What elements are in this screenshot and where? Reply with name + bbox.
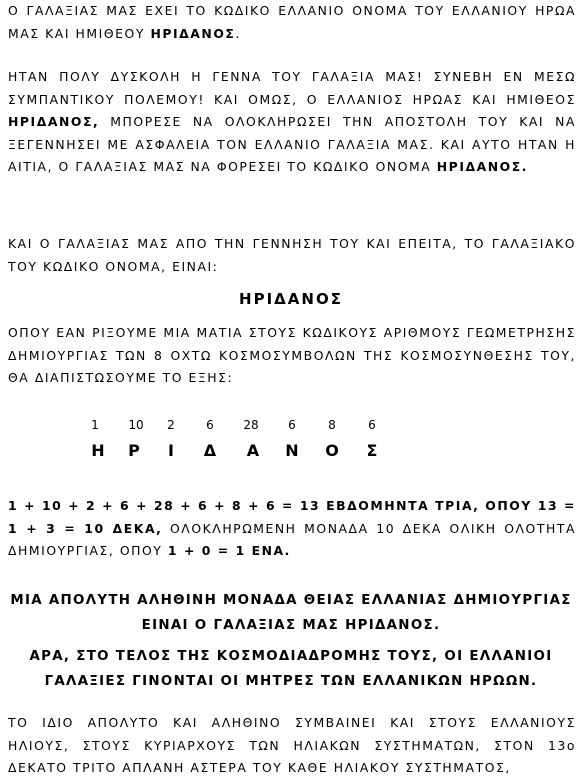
number-8: 6 — [368, 418, 376, 432]
statement-unit: ΜΙΑ ΑΠΟΛΥΤΗ ΑΛΗΘΙΝΗ ΜΟΝΑΔΑ ΘΕΙΑΣ ΕΛΛΑΝΙΑΣ ΔΗΜΙΟΥΡΓΙΑΣ ΕΙΝΑΙ Ο ΓΑΛΑΞΙΑΣ ΜΑΣ ΗΡΙΔΑΝΟΣ. — [10, 593, 572, 633]
letter-4: Δ — [203, 441, 217, 460]
paragraph-suns-text: ΤΟ ΙΔΙΟ ΑΠΟΛΥΤΟ ΚΑΙ ΑΛΗΘΙΝΟ ΣΥΜΒΑΙΝΕΙ ΚΑΙ ΣΤΟΥΣ ΕΛΛΑΝΙΟΥΣ ΗΛΙΟΥΣ, ΣΤΟΥΣ ΚΥΡΙΑΡΧΟΥΣ ΤΩΝ ΗΛΙΑΚΩΝ ΣΥΣΤΗΜΑΤΩΝ, ΣΤΟΝ 13ο ΔΕΚΑΤΟ ΤΡΙΤΟ ΑΠΛΑΝΗ ΑΣΤΕΡΑ ΤΟΥ ΚΑΘΕ ΗΛΙΑΚΟΥ ΣΥΣΤΗΜΑΤΟΣ, — [8, 715, 576, 775]
number-7: 8 — [328, 418, 336, 432]
letter-row — [0, 441, 582, 461]
code-name-heading: ΗΡΙΔΑΝΟΣ — [239, 290, 343, 308]
letter-5: Α — [246, 441, 260, 460]
paragraph-numbers-text: ΟΠΟΥ ΕΑΝ ΡΙΞΟΥΜΕ ΜΙΑ ΜΑΤΙΑ ΣΤΟΥΣ ΚΩΔΙΚΟΥΣ ΑΡΙΘΜΟΥΣ ΓΕΩΜΕΤΡΗΣΗΣ ΔΗΜΙΟΥΡΓΙΑΣ ΤΩΝ 8 ΟΧΤΩ ΚΟΣΜΟΣΥΜΒΟΛΩΝ ΤΗΣ ΚΟΣΜΟΣΥΝΘΕΣΗΣ ΤΟΥ, ΘΑ ΔΙΑΠΙΣΤΩΣΟΥΜΕ ΤΟ ΕΞΗΣ: — [8, 325, 576, 385]
paragraph-birth-bold-2: ΗΡΙΔΑΝΟΣ. — [436, 159, 529, 174]
paragraph-intro — [8, 0, 576, 45]
letter-7: Ο — [325, 441, 339, 460]
paragraph-numbers — [8, 322, 576, 390]
paragraph-intro-end: . — [235, 25, 241, 41]
paragraph-intro-bold: ΗΡΙΔΑΝΟΣ — [150, 25, 236, 41]
letter-6: Ν — [285, 441, 299, 460]
letter-8: Σ — [366, 441, 378, 460]
paragraph-sum-text: ΟΛΟΚΛΗΡΩΜΕΝΗ ΜΟΝΑΔΑ 10 ΔΕΚΑ ΟΛΙΚΗ ΟΛΟΤΗΤΑ ΔΗΜΙΟΥΡΓΙΑΣ, ΟΠΟΥ — [8, 520, 576, 558]
paragraph-birth-text-a: ΗΤΑΝ ΠΟΛΥ ΔΥΣΚΟΛΗ Η ΓΕΝΝΑ ΤΟΥ ΓΑΛΑΞΙΑ ΜΑΣ! ΣΥΝΕΒΗ ΕΝ ΜΕΣΩ ΣΥΜΠΑΝΤΙΚΟΥ ΠΟΛΕΜΟΥ! ΚΑΙ ΟΜΩΣ, Ο ΕΛΛΑΝΙΟΣ ΗΡΩΑΣ ΚΑΙ ΗΜΙΘΕΟΣ — [8, 69, 576, 107]
number-5: 28 — [243, 418, 259, 432]
letter-2: Ρ — [128, 441, 140, 460]
number-row — [0, 418, 582, 438]
letter-3: Ι — [168, 441, 174, 460]
number-3: 2 — [167, 418, 175, 432]
number-2: 10 — [128, 418, 144, 432]
statement-mothers: ΑΡΑ, ΣΤΟ ΤΕΛΟΣ ΤΗΣ ΚΟΣΜΟΔΙΑΔΡΟΜΗΣ ΤΟΥΣ, ΟΙ ΕΛΛΑΝΙΟΙ ΓΑΛΑΞΙΕΣ ΓΙΝΟΝΤΑΙ ΟΙ ΜΗΤΡΕΣ ΤΩΝ ΕΛΛΑΝΙΚΩΝ ΗΡΩΩΝ. — [29, 649, 553, 689]
paragraph-sum-bold-2: 1 + 0 = 1 ΕΝΑ. — [167, 543, 291, 558]
paragraph-sum — [8, 495, 576, 563]
paragraph-intro-text: Ο ΓΑΛΑΞΙΑΣ ΜΑΣ ΕΧΕΙ ΤΟ ΚΩΔΙΚΟ ΕΛΛΑΝΙΟ ΟΝΟΜΑ ΤΟΥ ΕΛΛΑΝΙΟΥ ΗΡΩΑ ΜΑΣ ΚΑΙ ΗΜΙΘΕΟΥ — [8, 3, 576, 41]
number-1: 1 — [91, 418, 99, 432]
paragraph-birth — [8, 66, 576, 179]
paragraph-code-name — [8, 233, 576, 278]
number-4: 6 — [206, 418, 214, 432]
paragraph-code-name-text: ΚΑΙ Ο ΓΑΛΑΞΙΑΣ ΜΑΣ ΑΠΟ ΤΗΝ ΓΕΝΝΗΣΗ ΤΟΥ ΚΑΙ ΕΠΕΙΤΑ, ΤΟ ΓΑΛΑΞΙΑΚΟ ΤΟΥ ΚΩΔΙΚΟ ΟΝΟΜΑ, ΕΙΝΑΙ: — [8, 236, 576, 274]
paragraph-birth-bold-1: ΗΡΙΔΑΝΟΣ, — [8, 114, 100, 129]
letter-1: Η — [91, 441, 105, 460]
paragraph-birth-text-b: ΜΠΟΡΕΣΕ ΝΑ ΟΛΟΚΛΗΡΩΣΕΙ ΤΗΝ ΑΠΟΣΤΟΛΗ ΤΟΥ ΚΑΙ ΝΑ ΞΕΓΕΝΝΗΣΕΙ ΜΕ ΑΣΦΑΛΕΙΑ ΤΟΝ ΕΛΛΑΝΙΟ ΓΑΛΑΞΙΑ ΜΑΣ. ΚΑΙ ΑΥΤΟ ΗΤΑΝ Η ΑΙΤΙΑ, Ο ΓΑΛΑΞΙΑΣ ΜΑΣ ΝΑ ΦΟΡΕΣΕΙ ΤΟ ΚΩΔΙΚΟ ΟΝΟΜΑ — [8, 114, 576, 174]
paragraph-suns — [8, 712, 576, 780]
paragraph-sum-bold-1: 1 + 10 + 2 + 6 + 28 + 6 + 8 + 6 = 13 ΕΒΔΟΜΗΝΤΑ ΤΡΙΑ, ΟΠΟΥ 13 = 1 + 3 = 10 ΔΕΚΑ, — [8, 498, 576, 536]
number-6: 6 — [288, 418, 296, 432]
